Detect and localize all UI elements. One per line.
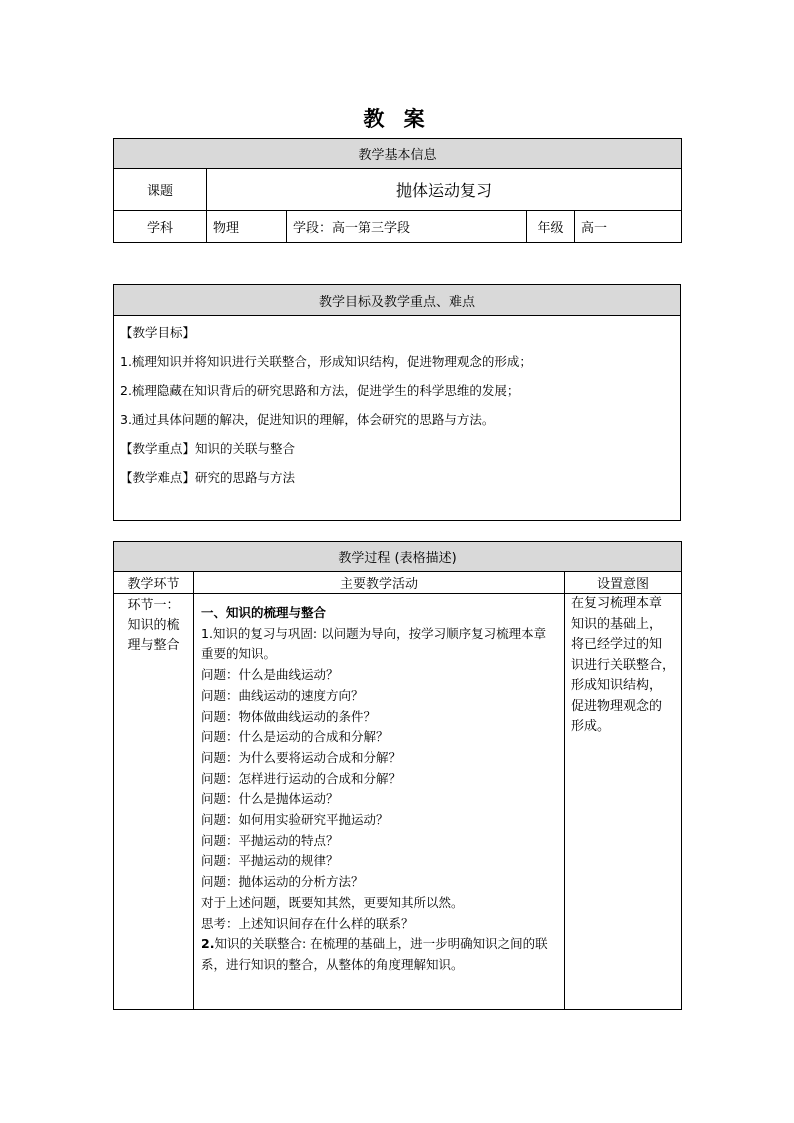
grade-label: 年级 <box>527 211 575 243</box>
key-value: 知识的关联与整合 <box>195 441 296 456</box>
difficulty-value: 研究的思路与方法 <box>195 470 296 485</box>
intent-line-7: 形成。 <box>571 719 611 734</box>
question-10: 问题：平抛运动的规律？ <box>201 853 339 869</box>
intent-line-2: 知识的基础上， <box>571 616 663 632</box>
topic-label: 课题 <box>114 169 207 211</box>
stage-line-2: 知识的梳 <box>127 618 180 633</box>
col-stage-header: 教学环节 <box>114 572 194 594</box>
integration-number: 2. <box>201 936 215 952</box>
goals-header: 教学目标及教学重点、难点 <box>114 285 681 316</box>
goal-item-2: 2.梳理隐藏在知识背后的研究思路和方法，促进学生的科学思维的发展； <box>120 383 520 398</box>
goal-item-1: 1.梳理知识并将知识进行关联整合，形成知识结构，促进物理观念的形成； <box>120 354 532 369</box>
grade-value: 高一 <box>575 211 682 243</box>
goal-title: 【教学目标】 <box>120 325 196 340</box>
goals-body <box>114 316 681 521</box>
intent-line-6: 促进物理观念的 <box>571 698 663 714</box>
stage-text: 学段：高一第三学段 <box>287 211 527 243</box>
intent-line-5: 形成知识结构， <box>571 678 663 693</box>
basic-info-table <box>113 138 682 243</box>
integration-body: 知识的关联整合: 在梳理的基础上，进一步明确知识之间的联系，进行知识的整合，从整体的角度理解知识。 <box>201 936 548 972</box>
question-7: 问题：什么是抛体运动？ <box>201 791 339 807</box>
know-why-text: 对于上述问题，既要知其然，更要知其所以然。 <box>201 894 464 910</box>
process-table <box>113 541 682 1010</box>
subject-value: 物理 <box>207 211 287 243</box>
question-3: 问题：物体做曲线运动的条件？ <box>201 708 377 724</box>
stage-line-1: 环节一： <box>127 598 180 613</box>
question-5: 问题：为什么要将运动合成和分解？ <box>201 749 402 765</box>
intent-line-1: 在复习梳理本章 <box>571 596 663 611</box>
topic-value: 抛体运动复习 <box>207 169 682 211</box>
question-1: 问题：什么是曲线运动？ <box>201 667 339 683</box>
question-11: 问题：抛体运动的分析方法？ <box>201 874 364 890</box>
goals-table <box>113 284 681 521</box>
intent-line-3: 将已经学过的知 <box>571 637 663 652</box>
intent-cell <box>565 594 682 1010</box>
goal-item-3: 3.通过具体问题的解决，促进知识的理解，体会研究的思路与方法。 <box>120 412 495 427</box>
intent-line-4: 识进行关联整合， <box>571 657 676 673</box>
question-2: 问题：曲线运动的速度方向？ <box>201 687 364 703</box>
activity-title: 一、知识的梳理与整合 <box>201 605 327 620</box>
think-text: 思考：上述知识间存在什么样的联系？ <box>201 915 414 931</box>
difficulty-point <box>120 467 680 496</box>
col-intent-header: 设置意图 <box>565 572 682 594</box>
col-activity-header: 主要教学活动 <box>194 572 565 594</box>
subject-label: 学科 <box>114 211 207 243</box>
stage-cell <box>114 594 194 1010</box>
key-point <box>120 438 680 467</box>
process-header: 教学过程 (表格描述) <box>114 542 682 572</box>
document-title: 教 案 <box>363 107 431 131</box>
question-4: 问题：什么是运动的合成和分解？ <box>201 729 389 745</box>
question-6: 问题：怎样进行运动的合成和分解？ <box>201 770 402 786</box>
integration-text <box>201 934 558 975</box>
activity-review: 1.知识的复习与巩固: 以问题为导向，按学习顺序复习梳理本章重要的知识。 <box>201 625 547 662</box>
key-label: 【教学重点】 <box>120 441 196 456</box>
question-9: 问题：平抛运动的特点？ <box>201 832 339 848</box>
activity-cell <box>194 594 565 1010</box>
question-8: 问题：如何用实验研究平抛运动？ <box>201 812 389 828</box>
basic-info-header: 教学基本信息 <box>114 139 682 169</box>
difficulty-label: 【教学难点】 <box>120 470 196 485</box>
stage-line-3: 理与整合 <box>127 638 180 653</box>
